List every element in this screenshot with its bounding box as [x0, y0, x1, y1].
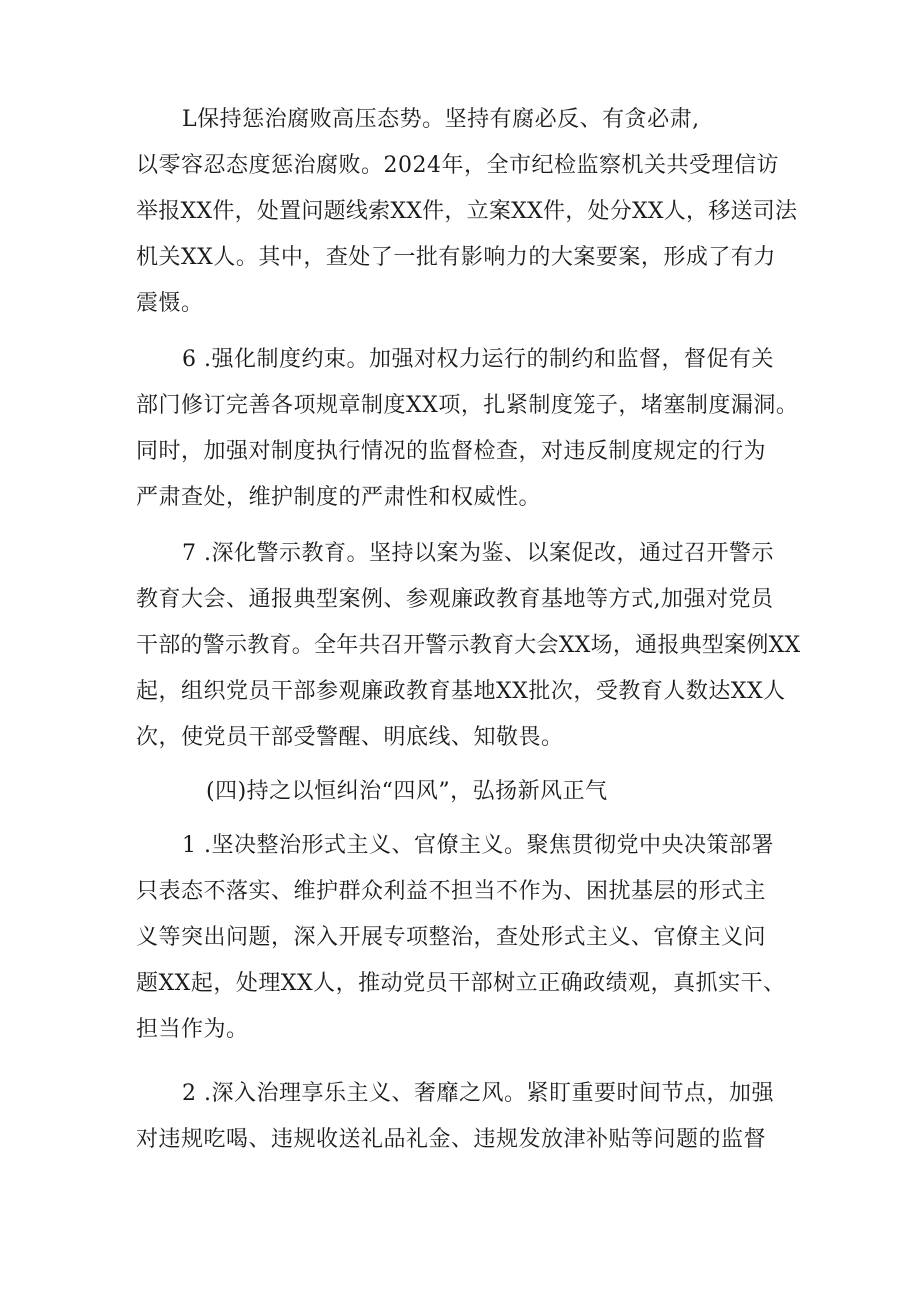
paragraph-line: 对违规吃喝、违规收送礼品礼金、违规发放津补贴等问题的监督: [136, 1127, 767, 1152]
paragraph-line: 题XX起，处理XX人，推动党员干部树立正确政绩观，真抓实干、: [136, 971, 786, 996]
paragraph-line: 担当作为。: [136, 1017, 249, 1042]
paragraph-line: 只表态不落实、维护群众利益不担当不作为、困扰基层的形式主: [136, 879, 767, 904]
paragraph-line: 机关XX人。其中，查处了一批有影响力的大案要案，形成了有力: [136, 245, 776, 270]
section-heading: (四)持之以恒纠治“四风”，弘扬新风正气: [206, 779, 608, 804]
paragraph-line: 次，使党员干部受警醒、明底线、知敬畏。: [136, 725, 564, 750]
paragraph-line: 同时，加强对制度执行情况的监督检查，对违反制度规定的行为: [136, 439, 767, 464]
paragraph-line: 6 .强化制度约束。加强对权力运行的制约和监督，督促有关: [182, 347, 774, 372]
paragraph-line: 教育大会、通报典型案例、参观廉政教育基地等方式,加强对党员: [136, 587, 774, 612]
paragraph-line: 震慑。: [136, 291, 204, 316]
paragraph-line: 严肃查处，维护制度的严肃性和权威性。: [136, 485, 542, 510]
paragraph-line: 干部的警示教育。全年共召开警示教育大会XX场，通报典型案例XX: [136, 633, 801, 658]
paragraph-line: 举报XX件，处置问题线索XX件，立案XX件，处分XX人，移送司法: [136, 199, 798, 224]
paragraph-line: 义等突出问题，深入开展专项整治，查处形式主义、官僚主义问: [136, 925, 767, 950]
paragraph-line: L保持惩治腐败高压态势。坚持有腐必反、有贪必肃,: [182, 107, 700, 132]
paragraph-line: 7 .深化警示教育。坚持以案为鉴、以案促改，通过召开警示: [182, 541, 774, 566]
paragraph-line: 1 .坚决整治形式主义、官僚主义。聚焦贯彻党中央决策部署: [182, 833, 774, 858]
paragraph-line: 起，组织党员干部参观廉政教育基地XX批次，受教育人数达XX人: [136, 679, 786, 704]
paragraph-line: 以零容忍态度惩治腐败。2024年，全市纪检监察机关共受理信访: [136, 153, 779, 178]
paragraph-line: 部门修订完善各项规章制度XX项，扎紧制度笼子，堵塞制度漏洞。: [136, 393, 799, 418]
paragraph-line: 2 .深入治理享乐主义、奢靡之风。紧盯重要时间节点，加强: [182, 1081, 774, 1106]
